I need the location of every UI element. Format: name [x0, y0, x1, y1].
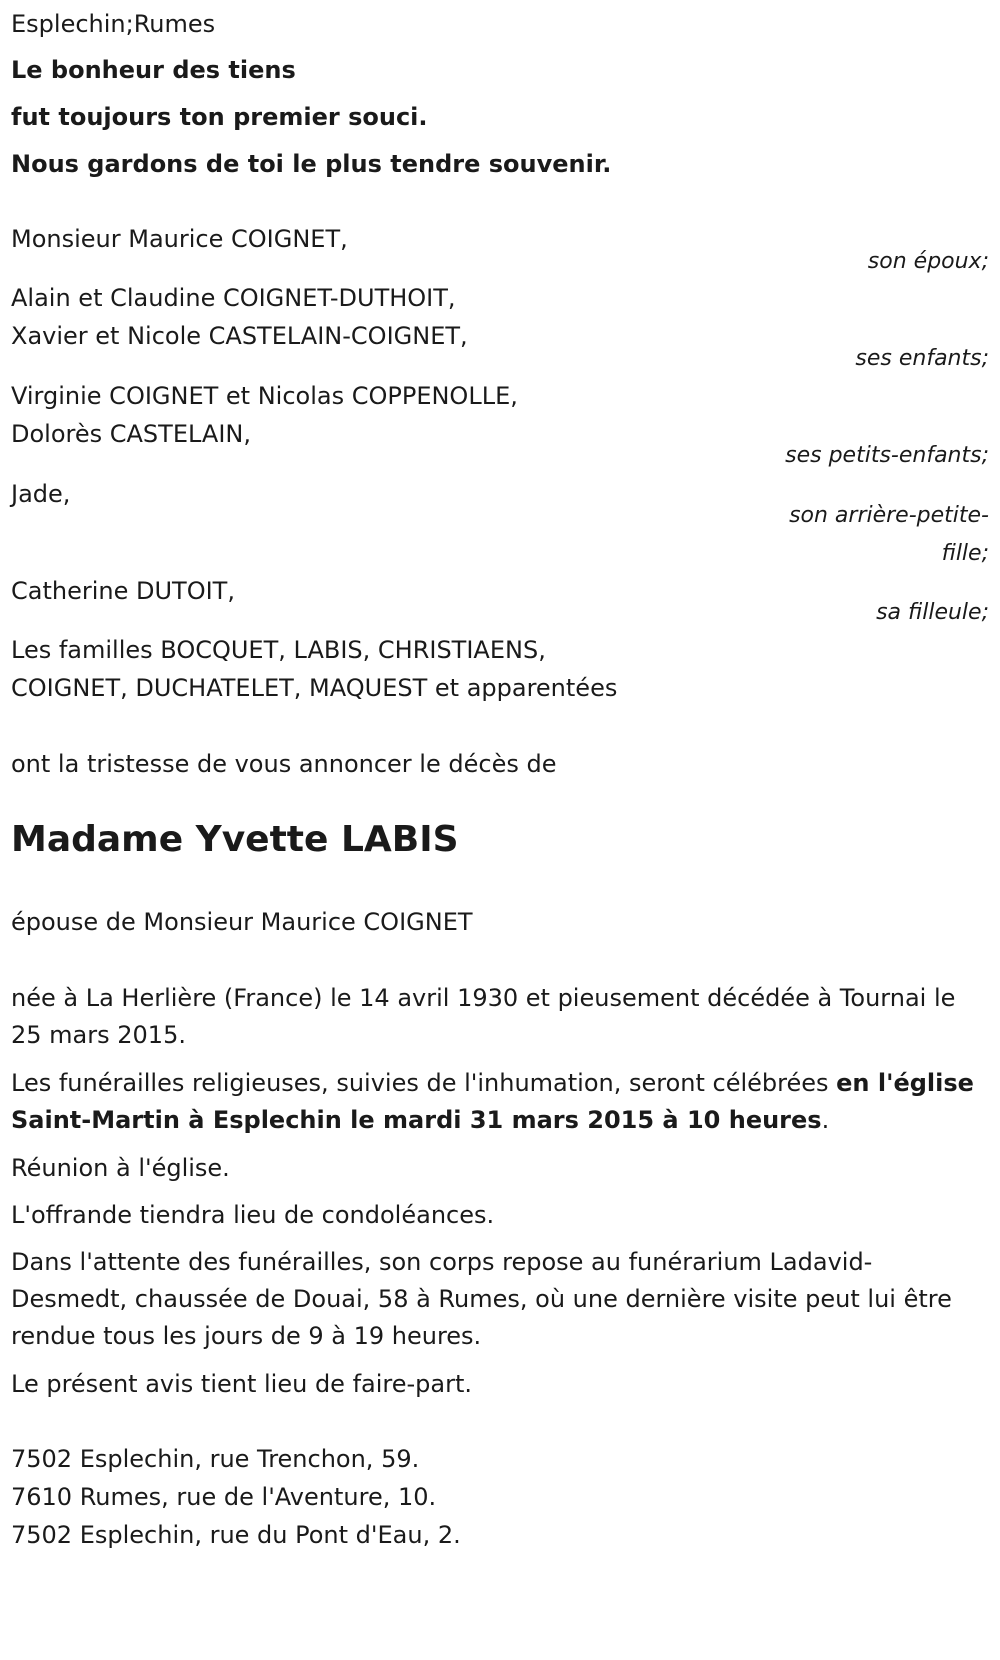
- address-line: 7610 Rumes, rue de l'Aventure, 10.: [11, 1483, 437, 1511]
- deceased-name: Madame Yvette LABIS: [11, 819, 459, 860]
- address-line: 7502 Esplechin, rue du Pont d'Eau, 2.: [11, 1521, 461, 1549]
- child-name: Alain et Claudine COIGNET-DUTHOIT,: [11, 284, 456, 312]
- repose-paragraph: Dans l'attente des funérailles, son corps repose au funérarium Ladavid-Desmedt, chaussée de Douai, 58 à Rumes, où une dernière visite peut lui être rendue tous les jours de 9 à 19 heures.: [11, 1248, 952, 1350]
- goddaughter-role: sa filleule;: [876, 600, 989, 625]
- notice-paragraph: Le présent avis tient lieu de faire-part.: [11, 1370, 473, 1398]
- grandchild-name: Virginie COIGNET et Nicolas COPPENOLLE,: [11, 382, 518, 410]
- great-grandchild-role: son arrière-petite-: [789, 503, 989, 528]
- epitaph-line: fut toujours ton premier souci.: [11, 103, 428, 131]
- grandchild-name: Dolorès CASTELAIN,: [11, 420, 251, 448]
- address-line: 7502 Esplechin, rue Trenchon, 59.: [11, 1445, 420, 1473]
- offering-paragraph: L'offrande tiendra lieu de condoléances.: [11, 1201, 495, 1229]
- epitaph-line: Nous gardons de toi le plus tendre souvenir.: [11, 150, 612, 178]
- great-grandchild-name: Jade,: [11, 480, 71, 508]
- meeting-paragraph: Réunion à l'église.: [11, 1154, 230, 1182]
- funeral-location-time: en l'église Saint-Martin à Esplechin le mardi 31 mars 2015 à 10 heures: [11, 1069, 974, 1134]
- spouse-role: son époux;: [867, 249, 989, 274]
- families-line: Les familles BOCQUET, LABIS, CHRISTIAENS,: [11, 636, 546, 664]
- children-role: ses enfants;: [855, 346, 989, 371]
- families-line: COIGNET, DUCHATELET, MAQUEST et apparentées: [11, 674, 618, 702]
- great-grandchild-role-cont: fille;: [941, 541, 989, 566]
- goddaughter-name: Catherine DUTOIT,: [11, 577, 235, 605]
- location-header: Esplechin;Rumes: [11, 10, 216, 38]
- grandchildren-role: ses petits-enfants;: [785, 443, 989, 468]
- announcement: ont la tristesse de vous annoncer le décès de: [11, 750, 557, 778]
- deceased-spouse-of: épouse de Monsieur Maurice COIGNET: [11, 908, 473, 936]
- spouse-name: Monsieur Maurice COIGNET,: [11, 225, 348, 253]
- birth-death-paragraph: née à La Herlière (France) le 14 avril 1930 et pieusement décédée à Tournai le 25 mars 2015.: [11, 984, 956, 1049]
- funeral-paragraph: [11, 1065, 986, 1139]
- funeral-end: .: [821, 1106, 830, 1134]
- funeral-intro: Les funérailles religieuses, suivies de l'inhumation, seront célébrées: [11, 1069, 837, 1097]
- epitaph-line: Le bonheur des tiens: [11, 56, 296, 84]
- child-name: Xavier et Nicole CASTELAIN-COIGNET,: [11, 322, 468, 350]
